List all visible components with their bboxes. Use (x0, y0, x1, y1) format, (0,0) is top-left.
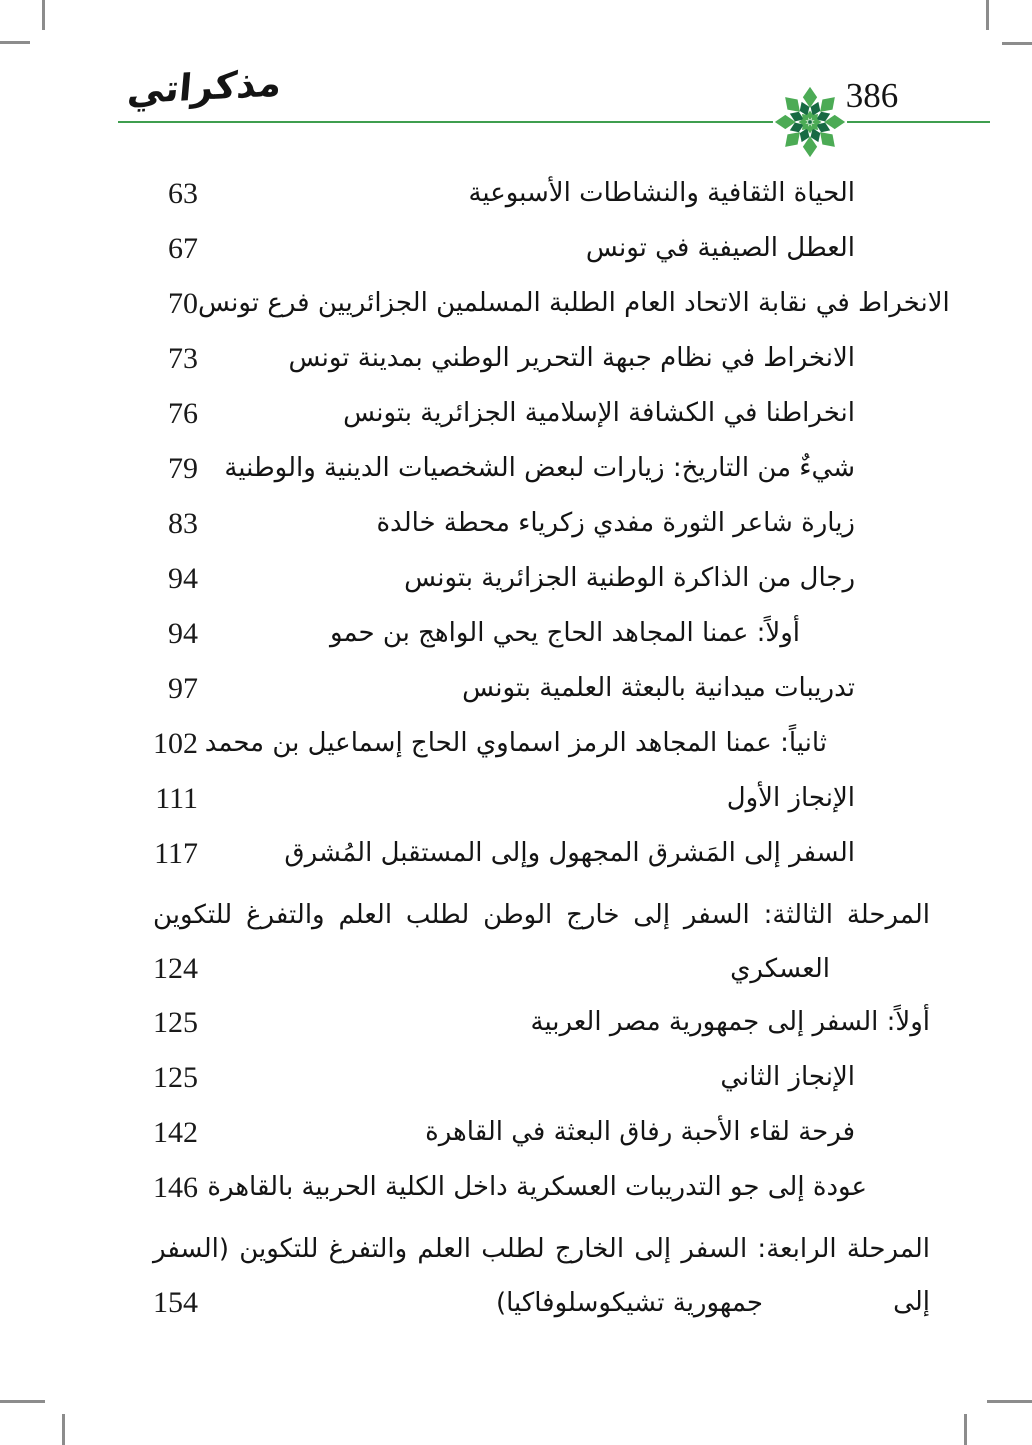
toc-entry (130, 496, 930, 551)
toc-entry-title: الانخراط في نظام جبهة التحرير الوطني بمدينة تونس (288, 342, 855, 373)
toc-entry-page: 94 (168, 616, 198, 650)
toc-entry-title: أولاً: السفر إلى جمهورية مصر العربية (530, 1006, 930, 1037)
toc-entry-title-line1: المرحلة الرابعة: السفر إلى الخارج لطلب العلم والتفرغ للتكوين (السفر إلى (153, 1234, 930, 1317)
toc-entry-page: 63 (168, 176, 198, 210)
toc-entry-page: 124 (153, 951, 198, 985)
toc-entry (130, 826, 930, 881)
toc-entry-page: 83 (168, 506, 198, 540)
toc-entry-title: الحياة الثقافية والنشاطات الأسبوعية (468, 177, 855, 208)
toc-entry (130, 661, 930, 716)
toc-entry (130, 386, 930, 441)
toc-entry (130, 551, 930, 606)
table-of-contents (130, 166, 950, 1329)
toc-entry-title: الإنجاز الأول (726, 782, 855, 813)
toc-entry-page: 125 (153, 1060, 198, 1094)
toc-entry-title-line2: جمهورية تشيكوسلوفاكيا) (495, 1287, 763, 1318)
toc-entry-page: 67 (168, 231, 198, 265)
toc-entry-page: 79 (168, 451, 198, 485)
crop-mark-bottom-left-horizontal (0, 1400, 45, 1403)
toc-entry (130, 441, 930, 496)
toc-entry (130, 1160, 930, 1215)
toc-entry-page: 111 (155, 781, 198, 815)
toc-entry-title: شيءٌ من التاريخ: زيارات لبعض الشخصيات الدينية والوطنية (224, 452, 855, 483)
toc-entry (130, 221, 930, 276)
toc-entry (130, 1223, 930, 1329)
toc-entry-title: تدريبات ميدانية بالبعثة العلمية بتونس (462, 672, 855, 703)
book-title-calligraphy: مذكراتي (125, 61, 284, 113)
crop-mark-top-right-vertical (986, 0, 989, 30)
toc-entry-page: 70 (168, 286, 198, 320)
toc-entry (130, 771, 930, 826)
crop-mark-top-left-vertical (42, 0, 45, 30)
toc-entry-title: الإنجاز الثاني (720, 1061, 855, 1092)
toc-entry-page: 142 (153, 1115, 198, 1149)
toc-entry-title: انخراطنا في الكشافة الإسلامية الجزائرية بتونس (343, 397, 855, 428)
toc-entry-page: 97 (168, 671, 198, 705)
crop-mark-bottom-left-vertical (62, 1414, 65, 1445)
toc-entry-page: 94 (168, 561, 198, 595)
toc-entry-title-line2: العسكري (730, 953, 830, 984)
toc-entry-title: عودة إلى جو التدريبات العسكرية داخل الكلية الحربية بالقاهرة (207, 1171, 867, 1202)
toc-entry (130, 716, 930, 771)
toc-entry-title-line1: المرحلة الثالثة: السفر إلى خارج الوطن لطلب العلم والتفرغ للتكوين (153, 900, 930, 930)
toc-entry-page: 102 (153, 726, 198, 760)
crop-mark-bottom-right-horizontal (987, 1400, 1032, 1403)
toc-entry-title: العطل الصيفية في تونس (585, 232, 855, 263)
toc-entry-page: 73 (168, 341, 198, 375)
toc-entry (130, 995, 930, 1050)
header-rule (118, 121, 990, 123)
toc-entry (130, 1050, 930, 1105)
toc-entry-title: زيارة شاعر الثورة مفدي زكرياء محطة خالدة (376, 507, 855, 538)
floral-rosette-ornament-icon (772, 84, 848, 160)
toc-entry-title: الانخراط في نقابة الاتحاد العام الطلبة المسلمين الجزائريين فرع تونس (198, 287, 950, 318)
toc-entry-title: السفر إلى المَشرق المجهول وإلى المستقبل المُشرق (284, 837, 855, 868)
toc-entry (130, 1105, 930, 1160)
toc-entry (130, 331, 930, 386)
toc-entry (130, 889, 930, 995)
toc-entry-title: ثانياً: عمنا المجاهد الرمز اسماوي الحاج إسماعيل بن محمد (204, 727, 827, 758)
toc-entry-page: 117 (154, 836, 198, 870)
page-number: 386 (845, 76, 899, 115)
toc-entry (130, 606, 930, 661)
crop-mark-top-right-horizontal (1002, 42, 1032, 45)
toc-entry (130, 166, 930, 221)
toc-entry-title: فرحة لقاء الأحبة رفاق البعثة في القاهرة (425, 1116, 855, 1147)
toc-entry-page: 154 (153, 1285, 198, 1319)
toc-entry-title: أولاً: عمنا المجاهد الحاج يحي الواهج بن حمو (330, 617, 800, 648)
toc-entry-page: 146 (153, 1170, 198, 1204)
crop-mark-bottom-right-vertical (964, 1414, 967, 1445)
toc-entry (130, 276, 950, 331)
toc-entry-page: 125 (153, 1005, 198, 1039)
toc-entry-page: 76 (168, 396, 198, 430)
toc-entry-title: رجال من الذاكرة الوطنية الجزائرية بتونس (404, 562, 855, 593)
crop-mark-top-left-horizontal (0, 41, 30, 44)
